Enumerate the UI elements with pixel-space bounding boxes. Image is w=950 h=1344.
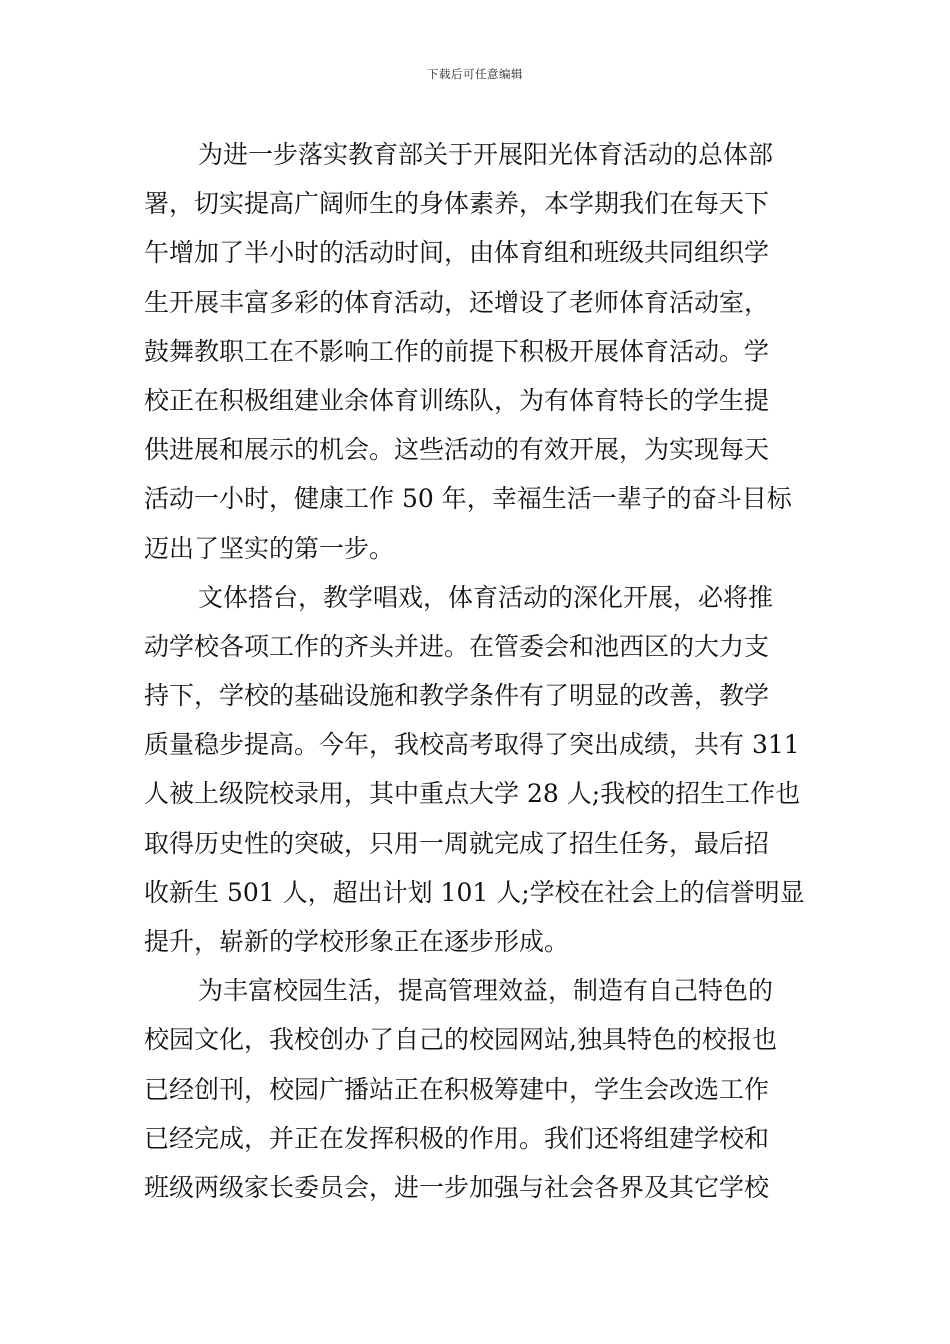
paragraph-2 (144, 573, 808, 967)
paragraph-line: 已经创刊，校园广播站正在积极筹建中，学生会改选工作 (144, 1074, 770, 1104)
paragraph-line: 提升，崭新的学校形象正在逐步形成。 (144, 927, 570, 956)
paragraph-line: 已经完成，并正在发挥积极的作用。我们还将组建学校和 (144, 1123, 770, 1153)
paragraph-line: 动学校各项工作的齐头并进。在管委会和池西区的大力支 (144, 631, 770, 661)
paragraph-line: 供进展和展示的机会。这些活动的有效开展，为实现每天 (144, 435, 770, 465)
paragraph-line: 人被上级院校录用，其中重点大学 28 人;我校的招生工作也 (144, 779, 801, 809)
paragraph-line: 收新生 501 人，超出计划 101 人;学校在社会上的信誉明显 (144, 877, 805, 907)
paragraph-line: 取得历史性的突破，只用一周就完成了招生任务，最后招 (144, 828, 770, 858)
paragraph-line: 校正在积极组建业余体育训练队，为有体育特长的学生提 (144, 385, 770, 415)
paragraph-line: 持下，学校的基础设施和教学条件有了明显的改善，教学 (144, 681, 770, 711)
paragraph-line: 文体搭台，教学唱戏，体育活动的深化开展，必将推 (198, 582, 774, 612)
paragraph-line: 校园文化，我校创办了自己的校园网站,独具特色的校报也 (144, 1025, 777, 1055)
paragraph-line: 为进一步落实教育部关于开展阳光体育活动的总体部 (198, 140, 774, 169)
paragraph-line: 迈出了坚实的第一步。 (144, 533, 395, 563)
document-body (144, 130, 808, 1212)
paragraph-line: 鼓舞教职工在不影响工作的前提下积极开展体育活动。学 (144, 336, 770, 366)
paragraph-line: 活动一小时，健康工作 50 年，幸福生活一辈子的奋斗目标 (144, 484, 792, 514)
paragraph-1 (144, 130, 808, 573)
paragraph-3 (144, 966, 808, 1212)
paragraph-line: 生开展丰富多彩的体育活动，还增设了老师体育活动室， (144, 287, 770, 317)
paragraph-line: 为丰富校园生活，提高管理效益，制造有自己特色的 (198, 976, 774, 1006)
paragraph-line: 午增加了半小时的活动时间，由体育组和班级共同组织学 (144, 238, 770, 268)
paragraph-line: 班级两级家长委员会，进一步加强与社会各界及其它学校 (144, 1172, 770, 1202)
paragraph-line: 质量稳步提高。今年，我校高考取得了突出成绩，共有 311 (144, 730, 800, 760)
paragraph-line: 署，切实提高广阔师生的身体素养，本学期我们在每天下 (144, 189, 770, 219)
page-header: 下载后可任意编辑 (427, 67, 523, 81)
